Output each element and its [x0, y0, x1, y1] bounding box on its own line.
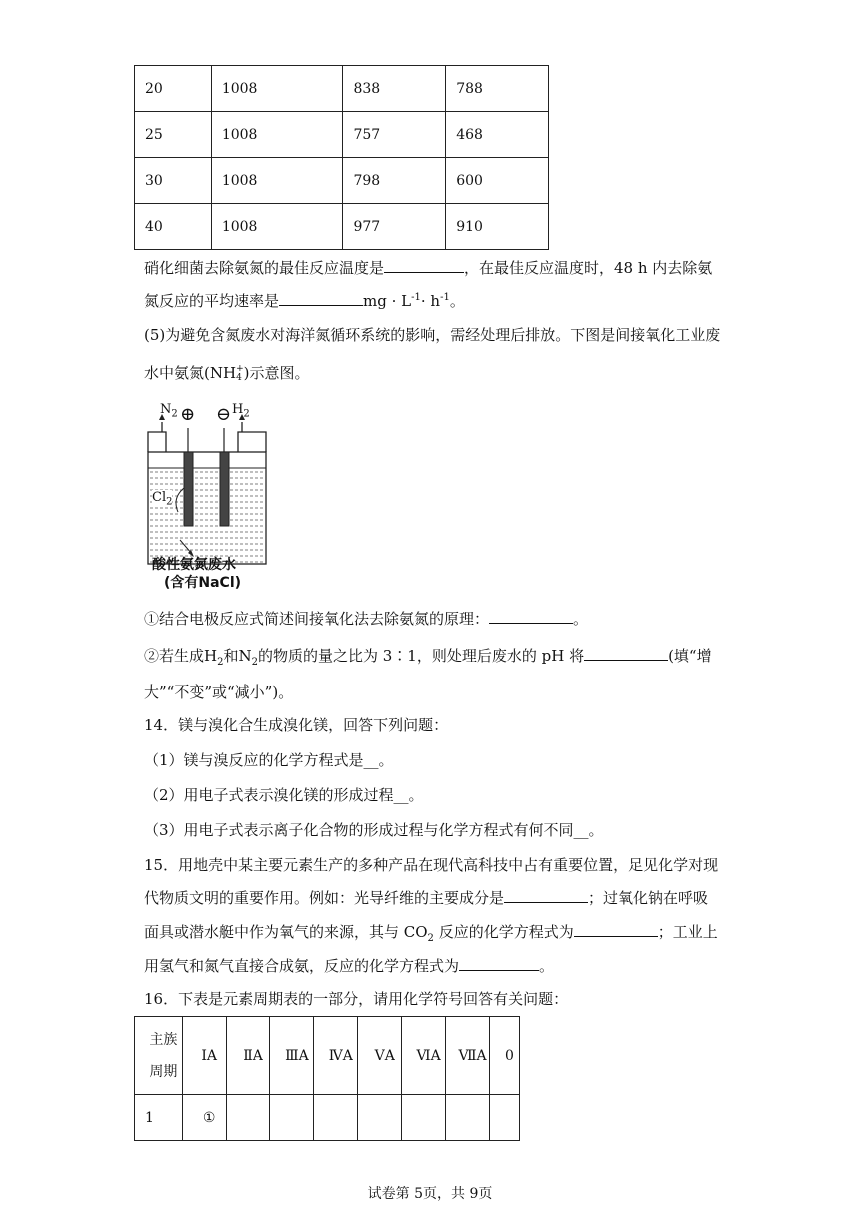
answer-blank[interactable] — [584, 646, 668, 661]
table-cell: 1008 — [211, 204, 343, 250]
answer-blank[interactable] — [489, 609, 573, 624]
element-cell: ① — [182, 1095, 226, 1141]
text: 2 — [251, 657, 258, 668]
text: 2 — [427, 933, 434, 944]
data-table — [134, 65, 549, 250]
question-line — [144, 291, 465, 311]
text: (5)为避免含氮废水对海洋氮循环系统的影响，需经处理后排放。下图是间接氧化工业废 — [144, 326, 721, 344]
text: H — [204, 647, 218, 665]
group-header: ⅤA — [358, 1017, 402, 1095]
question-line — [144, 325, 720, 345]
table-cell: 910 — [446, 204, 549, 250]
text: 。 — [449, 292, 465, 310]
answer-blank[interactable] — [384, 258, 464, 273]
group-header: ⅦA — [446, 1017, 490, 1095]
question-line — [144, 646, 712, 666]
text: 4 — [236, 373, 242, 383]
table-row — [135, 158, 549, 204]
table-header-row — [135, 1017, 520, 1095]
text: ，在最佳反应温度时，48 h 内去除氨 — [464, 259, 713, 277]
cl2-label: $Cl_2$ — [152, 490, 173, 508]
text: -1 — [440, 292, 450, 303]
corner-top: 主族 — [149, 1031, 178, 1048]
element-cell — [358, 1095, 402, 1141]
table-row — [135, 204, 549, 250]
corner-cell — [135, 1017, 183, 1095]
text: ①结合电极反应式简述间接氧化法去除氨氮的原理： — [144, 610, 490, 628]
element-cell — [314, 1095, 358, 1141]
table-cell: 468 — [446, 112, 549, 158]
n2-outlet — [148, 422, 166, 452]
group-header: 0 — [490, 1017, 520, 1095]
text: )示意图。 — [243, 364, 310, 382]
table-cell: 30 — [135, 158, 212, 204]
question-15-line: 15．用地壳中某主要元素生产的多种产品在现代高科技中占有重要位置，足见化学对现 — [144, 856, 719, 874]
n2-label: $N_2$ — [160, 402, 178, 420]
table-cell: 757 — [343, 112, 446, 158]
h2-label: $H_2$ — [232, 402, 250, 420]
element-cell — [446, 1095, 490, 1141]
text: -1 — [411, 292, 421, 303]
diagram-caption: 酸性氨氮废水 — [152, 557, 236, 573]
table-cell: 20 — [135, 66, 212, 112]
table-cell: 977 — [343, 204, 446, 250]
question-16-title: 16．下表是元素周期表的一部分，请用化学符号回答有关问题： — [144, 990, 569, 1008]
text: 用氢气和氮气直接合成氨，反应的化学方程式为 — [144, 957, 460, 975]
element-cell — [402, 1095, 446, 1141]
question-15-line — [144, 888, 708, 908]
table-row — [135, 1095, 520, 1141]
plus-terminal-icon: ⊕ — [180, 404, 196, 425]
question-line — [144, 682, 293, 702]
group-header: ⅠA — [182, 1017, 226, 1095]
text: ；过氧化钠在呼吸 — [588, 889, 709, 907]
text: mg · L — [363, 292, 412, 310]
table-cell: 40 — [135, 204, 212, 250]
group-header: ⅢA — [270, 1017, 314, 1095]
table-cell: 1008 — [211, 66, 343, 112]
question-14-title: 14．镁与溴化合生成溴化镁，回答下列问题： — [144, 716, 449, 734]
question-15-line — [144, 956, 554, 976]
table-row — [135, 66, 549, 112]
text: ②若生成 — [144, 647, 205, 665]
text: 。 — [539, 957, 555, 975]
text: NH — [209, 364, 237, 382]
text: (填“增 — [668, 647, 712, 665]
text: · h — [420, 292, 441, 310]
table-cell: 600 — [446, 158, 549, 204]
element-cell — [270, 1095, 314, 1141]
page-footer: 试卷第 5页，共 9页 — [367, 1186, 493, 1202]
answer-blank[interactable] — [574, 922, 658, 937]
question-line — [144, 258, 712, 278]
table-cell: 25 — [135, 112, 212, 158]
period-cell: 1 — [135, 1095, 183, 1141]
corner-bottom: 周期 — [149, 1063, 178, 1080]
anode-electrode — [184, 452, 193, 526]
group-header: ⅥA — [402, 1017, 446, 1095]
question-15-line — [144, 922, 718, 942]
group-header: ⅡA — [226, 1017, 270, 1095]
diagram-caption: (含有NaCl) — [164, 575, 242, 591]
text: 代物质文明的重要作用。例如：光导纤维的主要成分是 — [144, 889, 505, 907]
text: 2 — [217, 657, 224, 668]
answer-blank[interactable] — [459, 956, 539, 971]
minus-terminal-icon: ⊖ — [216, 404, 232, 425]
question-14-3: （3）用电子式表示离子化合物的形成过程与化学方程式有何不同__。 — [144, 821, 604, 839]
question-14-1: （1）镁与溴反应的化学方程式是__。 — [144, 751, 394, 769]
element-cell — [490, 1095, 520, 1141]
table-cell: 1008 — [211, 158, 343, 204]
text: 面具或潜水艇中作为氧气的来源，其与 CO — [144, 923, 428, 941]
table-cell: 798 — [343, 158, 446, 204]
group-header: ⅣA — [314, 1017, 358, 1095]
periodic-table — [134, 1016, 520, 1141]
text: 水中氨氮( — [144, 364, 210, 382]
text: 的物质的量之比为 3∶1，则处理后废水的 pH 将 — [258, 647, 585, 665]
question-line — [144, 609, 588, 629]
question-14-2: （2）用电子式表示溴化镁的形成过程__。 — [144, 786, 424, 804]
text: 硝化细菌去除氨氮的最佳反应温度是 — [144, 259, 385, 277]
text: N — [238, 647, 252, 665]
text: 大”“不变”或“减小”)。 — [144, 683, 294, 701]
text: 和 — [223, 647, 239, 665]
text: 氮反应的平均速率是 — [144, 292, 280, 310]
table-cell: 788 — [446, 66, 549, 112]
table-row — [135, 112, 549, 158]
table-cell: 1008 — [211, 112, 343, 158]
answer-blank[interactable] — [279, 291, 363, 306]
cathode-electrode — [220, 452, 229, 526]
element-cell — [226, 1095, 270, 1141]
liquid — [150, 472, 264, 562]
text: + — [236, 364, 244, 374]
text: ；工业上 — [657, 923, 718, 941]
answer-blank[interactable] — [504, 888, 588, 903]
text: 。 — [573, 610, 589, 628]
h2-outlet — [238, 422, 266, 452]
table-cell: 838 — [343, 66, 446, 112]
text: 反应的化学方程式为 — [433, 923, 574, 941]
question-line — [144, 363, 309, 383]
